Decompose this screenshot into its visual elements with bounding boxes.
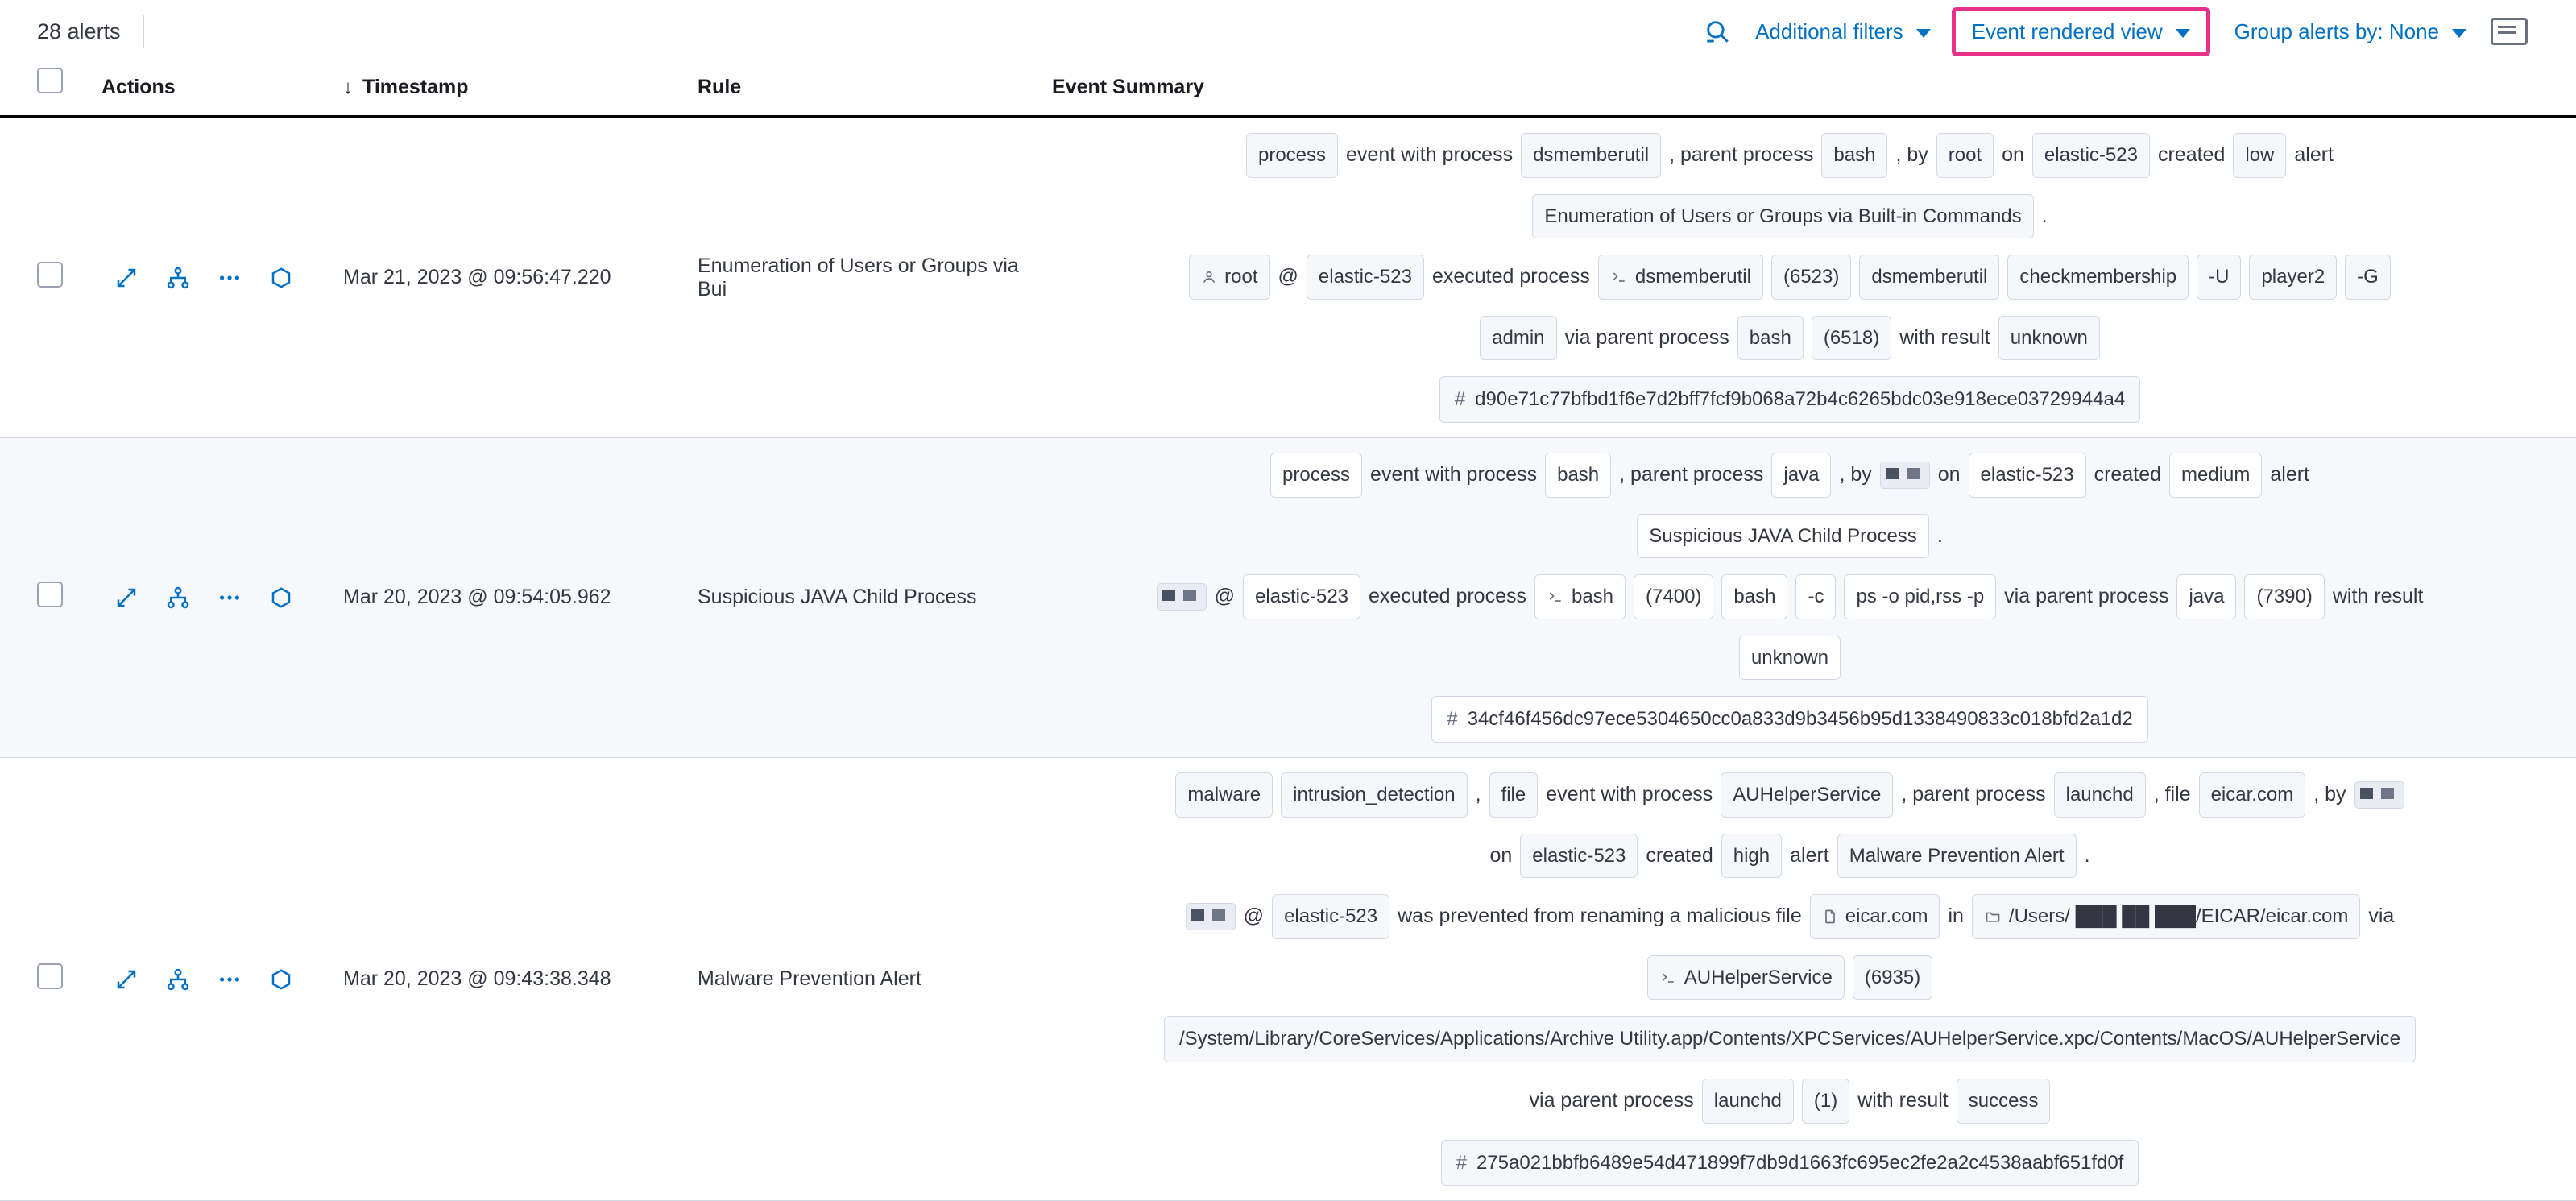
- toolbar-divider: [143, 15, 144, 48]
- field-chip-label: elastic-523: [1254, 586, 1349, 608]
- table-row[interactable]: [0, 117, 2576, 437]
- field-chip-label: checkmembership: [2019, 266, 2177, 288]
- field-chip-label: file: [1501, 783, 1526, 805]
- field-chip-label: dsmemberutil: [1634, 266, 1751, 288]
- row-select-checkbox[interactable]: [37, 963, 63, 989]
- field-chip-label: unknown: [2010, 326, 2088, 349]
- column-header-actions[interactable]: Actions: [101, 63, 343, 117]
- redacted-value: [1186, 903, 1236, 930]
- summary-text: .: [2041, 204, 2048, 227]
- row-timestamp: Mar 21, 2023 @ 09:56:47.220: [343, 266, 611, 289]
- inspect-search-icon[interactable]: [1692, 13, 1742, 50]
- summary-text: on: [2002, 143, 2024, 167]
- field-chip[interactable]: [2169, 453, 2262, 498]
- field-chip-label: -U: [2209, 266, 2230, 288]
- field-chip-label: Enumeration of Users or Groups via Built-in Commands: [1544, 205, 2022, 227]
- field-chip[interactable]: [1307, 255, 1424, 300]
- event-summary: [1052, 772, 2576, 1186]
- field-chip[interactable]: [1802, 1079, 1849, 1124]
- field-chip[interactable]: [1771, 453, 1831, 498]
- hash-icon: #: [1447, 708, 1458, 731]
- field-chip-label: AUHelperService: [1733, 783, 1882, 805]
- field-chip-label: success: [1968, 1089, 2039, 1112]
- summary-text: , parent process: [1619, 463, 1764, 487]
- summary-text: executed process: [1369, 585, 1526, 608]
- field-chip-label: player2: [2261, 266, 2325, 288]
- summary-text: event with process: [1546, 782, 1713, 805]
- field-chip[interactable]: [1243, 574, 1360, 619]
- row-actions: [101, 967, 343, 992]
- column-header-event-summary[interactable]: Event Summary: [1052, 63, 2576, 117]
- field-chip-label: intrusion_detection: [1293, 783, 1456, 805]
- field-chip[interactable]: [1795, 574, 1836, 619]
- field-chip-label: launchd: [1713, 1089, 1782, 1112]
- field-chip-label: eicar.com: [2210, 783, 2294, 805]
- summary-text: , file: [2153, 782, 2191, 805]
- field-chip-label: ps -o pid,rss -p: [1856, 586, 1985, 608]
- field-chip[interactable]: [1998, 316, 2100, 361]
- summary-text: via parent process: [1529, 1088, 1694, 1112]
- field-chip-label: bash: [1733, 586, 1776, 608]
- field-chip[interactable]: [1634, 574, 1713, 619]
- row-actions: [101, 586, 343, 610]
- field-chip[interactable]: [1637, 514, 1929, 559]
- summary-text: alert: [2270, 463, 2309, 487]
- summary-text: on: [1937, 463, 1961, 487]
- process-path-chip[interactable]: /System/Library/CoreServices/Applications/Archive Utility.app/Contents/XPCServices/AUHelperService.xpc/Contents/MacOS/AUHelperService: [1164, 1016, 2416, 1062]
- field-chip-label: (7400): [1646, 586, 1702, 608]
- summary-text: via parent process: [2004, 585, 2169, 608]
- field-chip[interactable]: [2199, 772, 2306, 818]
- row-select-cell: [0, 757, 101, 1200]
- add-to-case-icon[interactable]: [269, 266, 293, 290]
- summary-text: , parent process: [1669, 143, 1814, 167]
- column-header-timestamp-label: Timestamp: [362, 76, 469, 98]
- table-row[interactable]: [0, 437, 2576, 757]
- redacted-value: [2354, 781, 2404, 809]
- field-chip[interactable]: [1957, 1079, 2051, 1124]
- console-icon: [1659, 970, 1677, 986]
- field-chip-label: (6935): [1864, 966, 1921, 988]
- hash-value: d90e71c77bfbd1f6e7d2bff7fcf9b068a72b4c6265bdc03e918ece03729944a4: [1475, 388, 2126, 411]
- group-alerts-by-button[interactable]: [2222, 11, 2479, 52]
- field-chip[interactable]: [1246, 133, 1338, 178]
- summary-text: via parent process: [1564, 325, 1729, 349]
- hash-icon: #: [1456, 1151, 1467, 1174]
- field-chip-label: /Users/ ███ ██ ███/EICAR/eicar.com: [2008, 905, 2349, 928]
- summary-text: event with process: [1346, 143, 1514, 167]
- field-chip[interactable]: [2032, 133, 2150, 178]
- field-chip-label: high: [1733, 844, 1770, 867]
- field-chip-label: medium: [2181, 463, 2251, 486]
- chevron-down-icon: [1916, 29, 1931, 38]
- add-to-case-icon[interactable]: [269, 586, 293, 610]
- alerts-table-head: [0, 63, 2576, 117]
- field-chip[interactable]: [1739, 636, 1841, 681]
- field-chip-label: java: [2189, 586, 2225, 608]
- field-chip[interactable]: [1281, 772, 1467, 818]
- summary-text: in: [1948, 905, 1964, 928]
- summary-text: alert: [2294, 143, 2334, 167]
- row-event-summary-cell: [1052, 117, 2576, 437]
- summary-text: created: [1646, 843, 1713, 867]
- field-chip-label: dsmemberutil: [1533, 144, 1650, 166]
- hash-icon: #: [1454, 388, 1466, 411]
- summary-text: executed process: [1431, 265, 1590, 288]
- summary-text: on: [1489, 843, 1513, 867]
- redacted-value: [1157, 583, 1207, 611]
- summary-text: , by: [1895, 143, 1928, 167]
- row-rule-name[interactable]: Enumeration of Users or Groups via Bui: [698, 254, 1019, 300]
- alerts-toolbar: [0, 0, 2576, 63]
- file-icon: [1822, 908, 1838, 926]
- hash-value: 275a021bbfb6489e54d471899f7db9d1663fc695ec2fe2a2c4538aabf651fd0f: [1476, 1151, 2124, 1174]
- hash-value: 34cf46f456dc97ece5304650cc0a833d9b3456b95d1338490833c018bfd2a1d2: [1467, 708, 2133, 731]
- field-chip-label: dsmemberutil: [1871, 266, 1988, 288]
- field-chip[interactable]: [2007, 255, 2189, 300]
- field-chip[interactable]: [1837, 834, 2077, 879]
- row-select-checkbox[interactable]: [37, 582, 63, 607]
- field-chip[interactable]: [2345, 255, 2391, 300]
- field-chip[interactable]: [1721, 574, 1787, 619]
- field-chip-label: elastic-523: [2044, 144, 2138, 166]
- field-chip-label: (1): [1813, 1089, 1838, 1112]
- field-chip-label: root: [1224, 266, 1258, 288]
- field-chip[interactable]: [1737, 316, 1804, 361]
- field-chip[interactable]: [2233, 133, 2286, 178]
- analyze-event-icon[interactable]: [166, 266, 190, 290]
- row-event-summary-cell: [1052, 757, 2576, 1200]
- summary-text: , by: [2313, 782, 2346, 805]
- table-row[interactable]: [0, 757, 2576, 1200]
- field-chip-label: bash: [1557, 463, 1600, 486]
- field-chip[interactable]: [1480, 316, 1556, 361]
- field-chip[interactable]: [1647, 955, 1845, 1000]
- toolbar-right-controls: [1692, 7, 2539, 56]
- sort-desc-icon: ↓: [343, 77, 353, 98]
- field-chip[interactable]: [1534, 574, 1626, 619]
- summary-text: with result: [1899, 325, 1990, 349]
- field-chip[interactable]: [2176, 574, 2236, 619]
- field-chip[interactable]: [1969, 453, 2086, 498]
- field-chip[interactable]: [1175, 772, 1273, 818]
- field-chip-label: AUHelperService: [1684, 966, 1833, 988]
- field-chip-label: eicar.com: [1845, 905, 1928, 928]
- field-chip[interactable]: [1721, 834, 1782, 879]
- field-chip-label: root: [1948, 144, 1982, 166]
- analyze-event-icon[interactable]: [166, 586, 190, 610]
- summary-at-symbol: @: [1214, 585, 1235, 608]
- select-all-header: [0, 63, 101, 117]
- more-actions-icon[interactable]: [217, 586, 242, 610]
- event-hash-chip[interactable]: [1439, 376, 2140, 423]
- field-chip-label: malware: [1187, 783, 1261, 805]
- summary-text: with result: [1857, 1088, 1949, 1112]
- summary-text: .: [1936, 524, 1943, 547]
- expand-icon[interactable]: [114, 967, 139, 992]
- row-select-cell: [0, 437, 101, 757]
- field-chip-label: elastic-523: [1284, 905, 1378, 928]
- row-actions-cell: [101, 117, 343, 437]
- row-actions: [101, 266, 343, 290]
- summary-text: with result: [2332, 585, 2424, 608]
- field-chip-label: Suspicious JAVA Child Process: [1649, 524, 1917, 547]
- add-to-case-icon[interactable]: [269, 967, 293, 992]
- chevron-down-icon: [2452, 29, 2466, 38]
- table-header-row: [0, 63, 2576, 117]
- event-rendered-view-label: Event rendered view: [1971, 19, 2163, 43]
- column-header-rule[interactable]: Rule: [698, 63, 1052, 117]
- field-chip[interactable]: [1771, 255, 1851, 300]
- more-actions-icon[interactable]: [217, 266, 242, 290]
- summary-text: , parent process: [1901, 782, 2046, 805]
- field-chip[interactable]: [1936, 133, 1994, 178]
- field-chip[interactable]: [1521, 133, 1661, 178]
- field-chip-label: admin: [1492, 326, 1545, 349]
- keyboard-shortcuts-button[interactable]: [2479, 13, 2539, 50]
- field-chip-label: Malware Prevention Alert: [1849, 844, 2065, 867]
- field-chip-label: elastic-523: [1318, 266, 1412, 288]
- event-rendered-view-highlight: [1952, 7, 2210, 56]
- field-chip-label: unknown: [1750, 646, 1829, 669]
- event-rendered-view-button[interactable]: [1964, 14, 2198, 49]
- chevron-down-icon: [2176, 29, 2190, 38]
- field-chip[interactable]: [2249, 255, 2337, 300]
- field-chip[interactable]: [1859, 255, 1999, 300]
- field-chip[interactable]: [1532, 194, 2033, 239]
- field-chip[interactable]: [1189, 255, 1269, 300]
- summary-text: alert: [1790, 843, 1829, 867]
- field-chip-label: low: [2245, 144, 2275, 166]
- row-select-checkbox[interactable]: [37, 262, 63, 288]
- field-chip[interactable]: [1853, 955, 1932, 1000]
- summary-at-symbol: @: [1243, 905, 1265, 928]
- field-chip[interactable]: [1844, 574, 1996, 619]
- summary-text: via: [2368, 905, 2395, 928]
- field-chip-label: process: [1282, 463, 1351, 486]
- column-header-timestamp[interactable]: [343, 63, 698, 117]
- expand-icon[interactable]: [114, 266, 139, 290]
- summary-text: created: [2157, 143, 2226, 167]
- field-chip[interactable]: [1702, 1079, 1794, 1124]
- more-actions-icon[interactable]: [217, 967, 242, 992]
- field-chip-label: (6523): [1783, 266, 1840, 288]
- field-chip-label: (6518): [1823, 326, 1880, 349]
- field-chip[interactable]: [1972, 894, 2360, 939]
- field-chip[interactable]: [1810, 894, 1940, 939]
- field-chip-label: -c: [1808, 586, 1824, 608]
- row-event-summary-cell: [1052, 437, 2576, 757]
- field-chip-label: launchd: [2065, 783, 2134, 805]
- summary-at-symbol: @: [1278, 265, 1298, 288]
- select-all-checkbox[interactable]: [37, 68, 63, 93]
- field-chip[interactable]: [1598, 255, 1763, 300]
- row-timestamp: Mar 20, 2023 @ 09:54:05.962: [343, 586, 611, 609]
- field-chip-label: bash: [1571, 586, 1614, 608]
- field-chip[interactable]: [2244, 574, 2324, 619]
- summary-text: , by: [1839, 463, 1872, 487]
- group-alerts-by-label: Group alerts by: None: [2234, 19, 2439, 43]
- field-chip-label: (7390): [2256, 586, 2313, 608]
- field-chip-label: process: [1257, 144, 1327, 166]
- field-chip-label: bash: [1749, 326, 1791, 349]
- analyze-event-icon[interactable]: [166, 967, 190, 992]
- row-rule-name[interactable]: Malware Prevention Alert: [698, 967, 921, 991]
- field-chip-label: -G: [2357, 266, 2379, 288]
- field-chip[interactable]: [2054, 772, 2146, 818]
- row-timestamp: Mar 20, 2023 @ 09:43:38.348: [343, 967, 611, 991]
- additional-filters-label: Additional filters: [1755, 19, 1903, 43]
- summary-text: .: [2084, 843, 2090, 867]
- event-summary: [1052, 133, 2576, 423]
- field-chip-label: bash: [1833, 144, 1876, 166]
- field-chip[interactable]: [1812, 316, 1891, 361]
- console-icon: [1547, 589, 1564, 605]
- field-chip[interactable]: [1489, 772, 1539, 818]
- additional-filters-button[interactable]: [1742, 11, 1944, 52]
- field-chip-label: java: [1783, 463, 1820, 486]
- alerts-table: [0, 63, 2576, 1201]
- expand-icon[interactable]: [114, 586, 139, 610]
- console-icon: [1610, 269, 1628, 285]
- event-summary: [1052, 453, 2576, 743]
- event-hash-chip[interactable]: [1441, 1140, 2139, 1187]
- field-chip-label: elastic-523: [1532, 844, 1626, 867]
- summary-text: ,: [1475, 782, 1481, 805]
- row-actions-cell: [101, 757, 343, 1200]
- field-chip[interactable]: [2197, 255, 2241, 300]
- event-hash-chip[interactable]: [1431, 696, 2147, 743]
- redacted-value: [1880, 462, 1930, 489]
- row-actions-cell: [101, 437, 343, 757]
- field-chip-label: elastic-523: [1980, 463, 2074, 486]
- field-chip[interactable]: [1520, 834, 1638, 879]
- field-chip[interactable]: [1270, 453, 1362, 498]
- field-chip[interactable]: [1272, 894, 1389, 939]
- user-icon: [1201, 269, 1217, 285]
- alert-count-label: 28 alerts: [37, 19, 121, 43]
- summary-text: was prevented from renaming a malicious file: [1398, 905, 1802, 928]
- folder-icon: [1984, 909, 2002, 925]
- field-chip[interactable]: [1721, 772, 1893, 818]
- summary-text: created: [2094, 463, 2161, 487]
- field-chip[interactable]: [1821, 133, 1887, 178]
- alerts-table-body: [0, 117, 2576, 1201]
- row-rule-name[interactable]: Suspicious JAVA Child Process: [698, 586, 977, 609]
- keyboard-icon: [2491, 18, 2528, 45]
- row-select-cell: [0, 117, 101, 437]
- field-chip[interactable]: [1545, 453, 1611, 498]
- summary-text: event with process: [1370, 463, 1538, 487]
